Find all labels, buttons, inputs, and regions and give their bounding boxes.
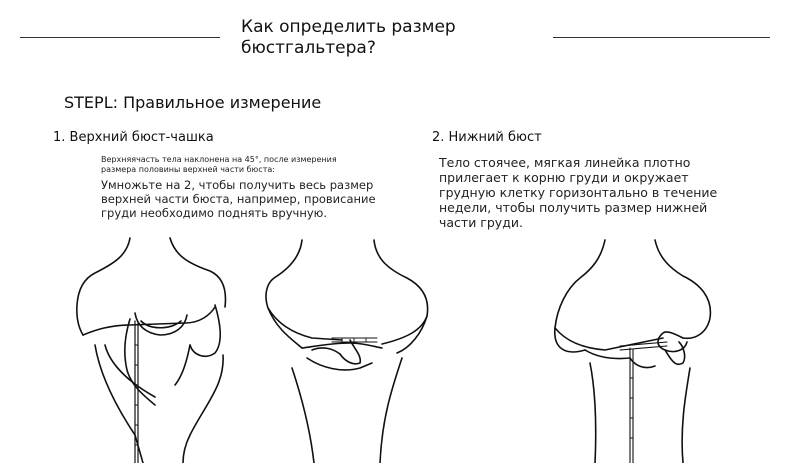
section2-body-line2: прилегает к корню груди и окружает	[439, 170, 689, 185]
section2-body-line3: грудную клетку горизонтально в течение	[439, 185, 718, 200]
side-view-illustration	[535, 238, 725, 463]
section1-note-line2: размера половины верхней части бюста:	[101, 165, 275, 174]
page-title-line2: бюстгальтера?	[241, 38, 376, 58]
section2-body-line5: части груди.	[439, 215, 523, 230]
section2-heading: 2. Нижний бюст	[432, 130, 542, 145]
section2-body	[439, 155, 759, 230]
section1-body-line3: груди необходимо поднять вручную.	[101, 206, 327, 220]
page-title	[241, 17, 541, 59]
section1-note-line1: Верхняячасть тела наклонена на 45°, после измерения	[101, 155, 337, 164]
section1-body	[101, 178, 391, 220]
step-subtitle: STEPL: Правильное измерение	[64, 93, 322, 112]
section1-heading: 1. Верхний бюст-чашка	[53, 130, 214, 145]
section1-body-line2: верхней части бюста, например, провисание	[101, 192, 376, 206]
section1-note	[101, 155, 371, 175]
back-view-illustration	[262, 238, 437, 463]
header-rule-left	[20, 37, 220, 38]
section1-body-line1: Умножьте на 2, чтобы получить весь размер	[101, 178, 374, 192]
page-title-line1: Как определить размер	[241, 17, 456, 37]
front-torso-illustration	[75, 235, 240, 463]
section2-body-line4: недели, чтобы получить размер нижней	[439, 200, 708, 215]
header-rule-right	[553, 37, 770, 38]
section2-body-line1: Тело стоячее, мягкая линейка плотно	[439, 155, 691, 170]
